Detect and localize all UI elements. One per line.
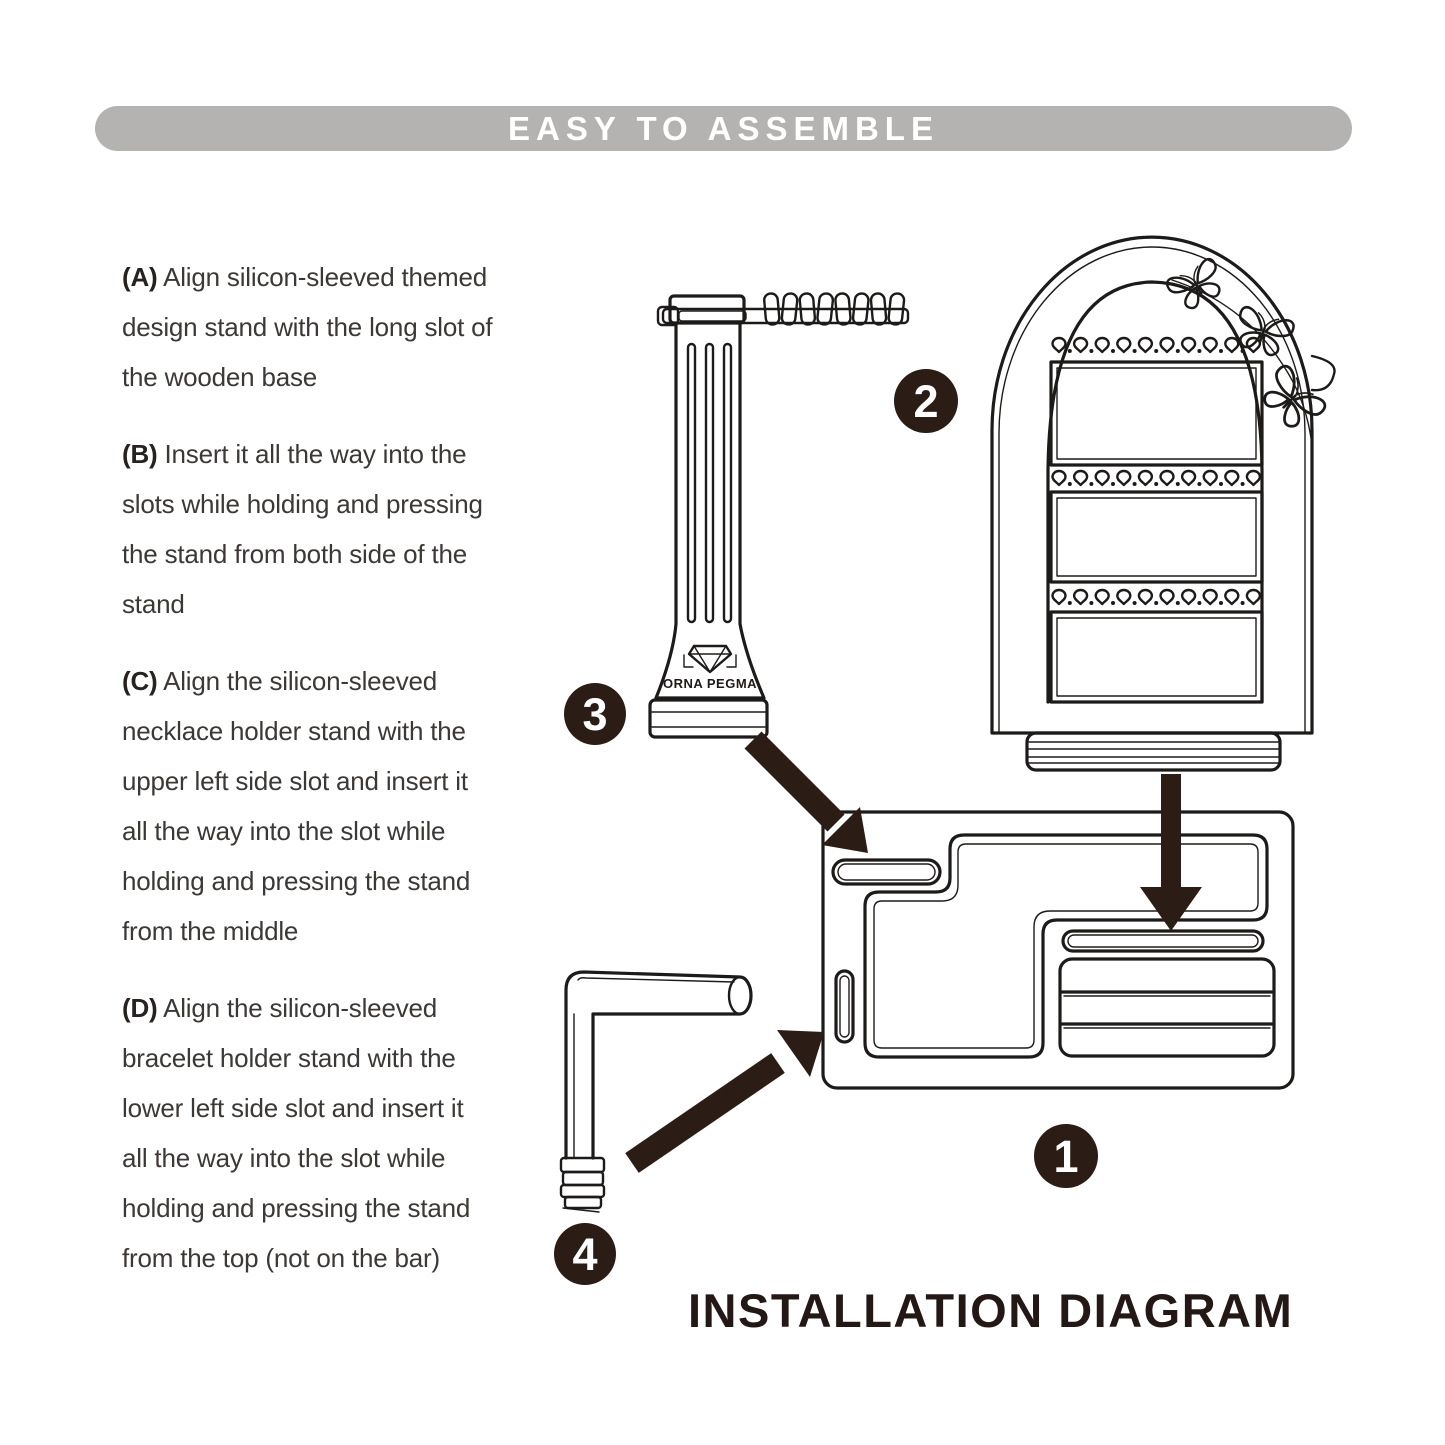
- instruction-line: all the way into the slot while: [122, 1143, 446, 1173]
- logo-text: ORNA PEGMA: [662, 676, 758, 691]
- step-badge-4: [554, 1223, 616, 1285]
- step-badge-1: [1034, 1124, 1098, 1188]
- instruction-line: necklace holder stand with the: [122, 716, 466, 746]
- instruction-line: holding and pressing the stand: [122, 1193, 471, 1223]
- instruction-line: the stand from both side of the: [122, 539, 468, 569]
- base-ring-tray: [1060, 959, 1274, 1056]
- instruction-line: the wooden base: [122, 362, 318, 392]
- instruction-line: from the middle: [122, 916, 299, 946]
- instruction-line: bracelet holder stand with the: [122, 1043, 456, 1073]
- instruction-step-label: (B): [122, 439, 158, 469]
- instruction-line: design stand with the long slot of: [122, 312, 493, 342]
- assembly-arrow-panel-to-base: [1140, 774, 1202, 931]
- badge-number: 2: [913, 376, 939, 427]
- instruction-line: lower left side slot and insert it: [122, 1093, 464, 1123]
- badge-number: 4: [572, 1229, 598, 1280]
- instruction-line: (A) Align silicon-sleeved themed: [122, 262, 487, 292]
- badge-number: 1: [1053, 1131, 1079, 1182]
- instruction-step-label: (A): [122, 262, 158, 292]
- earring-hole-rows: [1053, 338, 1260, 605]
- wooden-base-drawing: [823, 812, 1293, 1088]
- instruction-line: stand: [122, 589, 185, 619]
- necklace-holder-stand-drawing: [650, 293, 908, 737]
- assembly-arrow-bracelet-to-base: [632, 1030, 824, 1163]
- badge-number: 3: [582, 689, 608, 740]
- base-long-slot: [1063, 931, 1263, 951]
- step-badge-2: [894, 369, 958, 433]
- instruction-line: from the top (not on the bar): [122, 1243, 440, 1273]
- orna-pegma-logo: [663, 646, 757, 691]
- instruction-line: (B) Insert it all the way into the: [122, 439, 467, 469]
- assembly-arrow-stand-to-base: [753, 740, 868, 853]
- page-title: INSTALLATION DIAGRAM: [688, 1284, 1294, 1337]
- instruction-line: upper left side slot and insert it: [122, 766, 468, 796]
- instruction-line: (C) Align the silicon-sleeved: [122, 666, 438, 696]
- instruction-line: (D) Align the silicon-sleeved: [122, 993, 438, 1023]
- banner-label: EASY TO ASSEMBLE: [508, 109, 939, 147]
- panel-side-tab: [1312, 356, 1335, 390]
- instruction-line: holding and pressing the stand: [122, 866, 471, 896]
- step-badge-3: [564, 683, 626, 745]
- instruction-step-label: (D): [122, 993, 158, 1023]
- instruction-step-label: (C): [122, 666, 158, 696]
- butterfly-icon: [1255, 363, 1327, 435]
- base-slot-left: [836, 971, 853, 1042]
- instruction-line: slots while holding and pressing: [122, 489, 483, 519]
- instruction-line: all the way into the slot while: [122, 816, 446, 846]
- earring-holder-panel-drawing: [992, 237, 1335, 770]
